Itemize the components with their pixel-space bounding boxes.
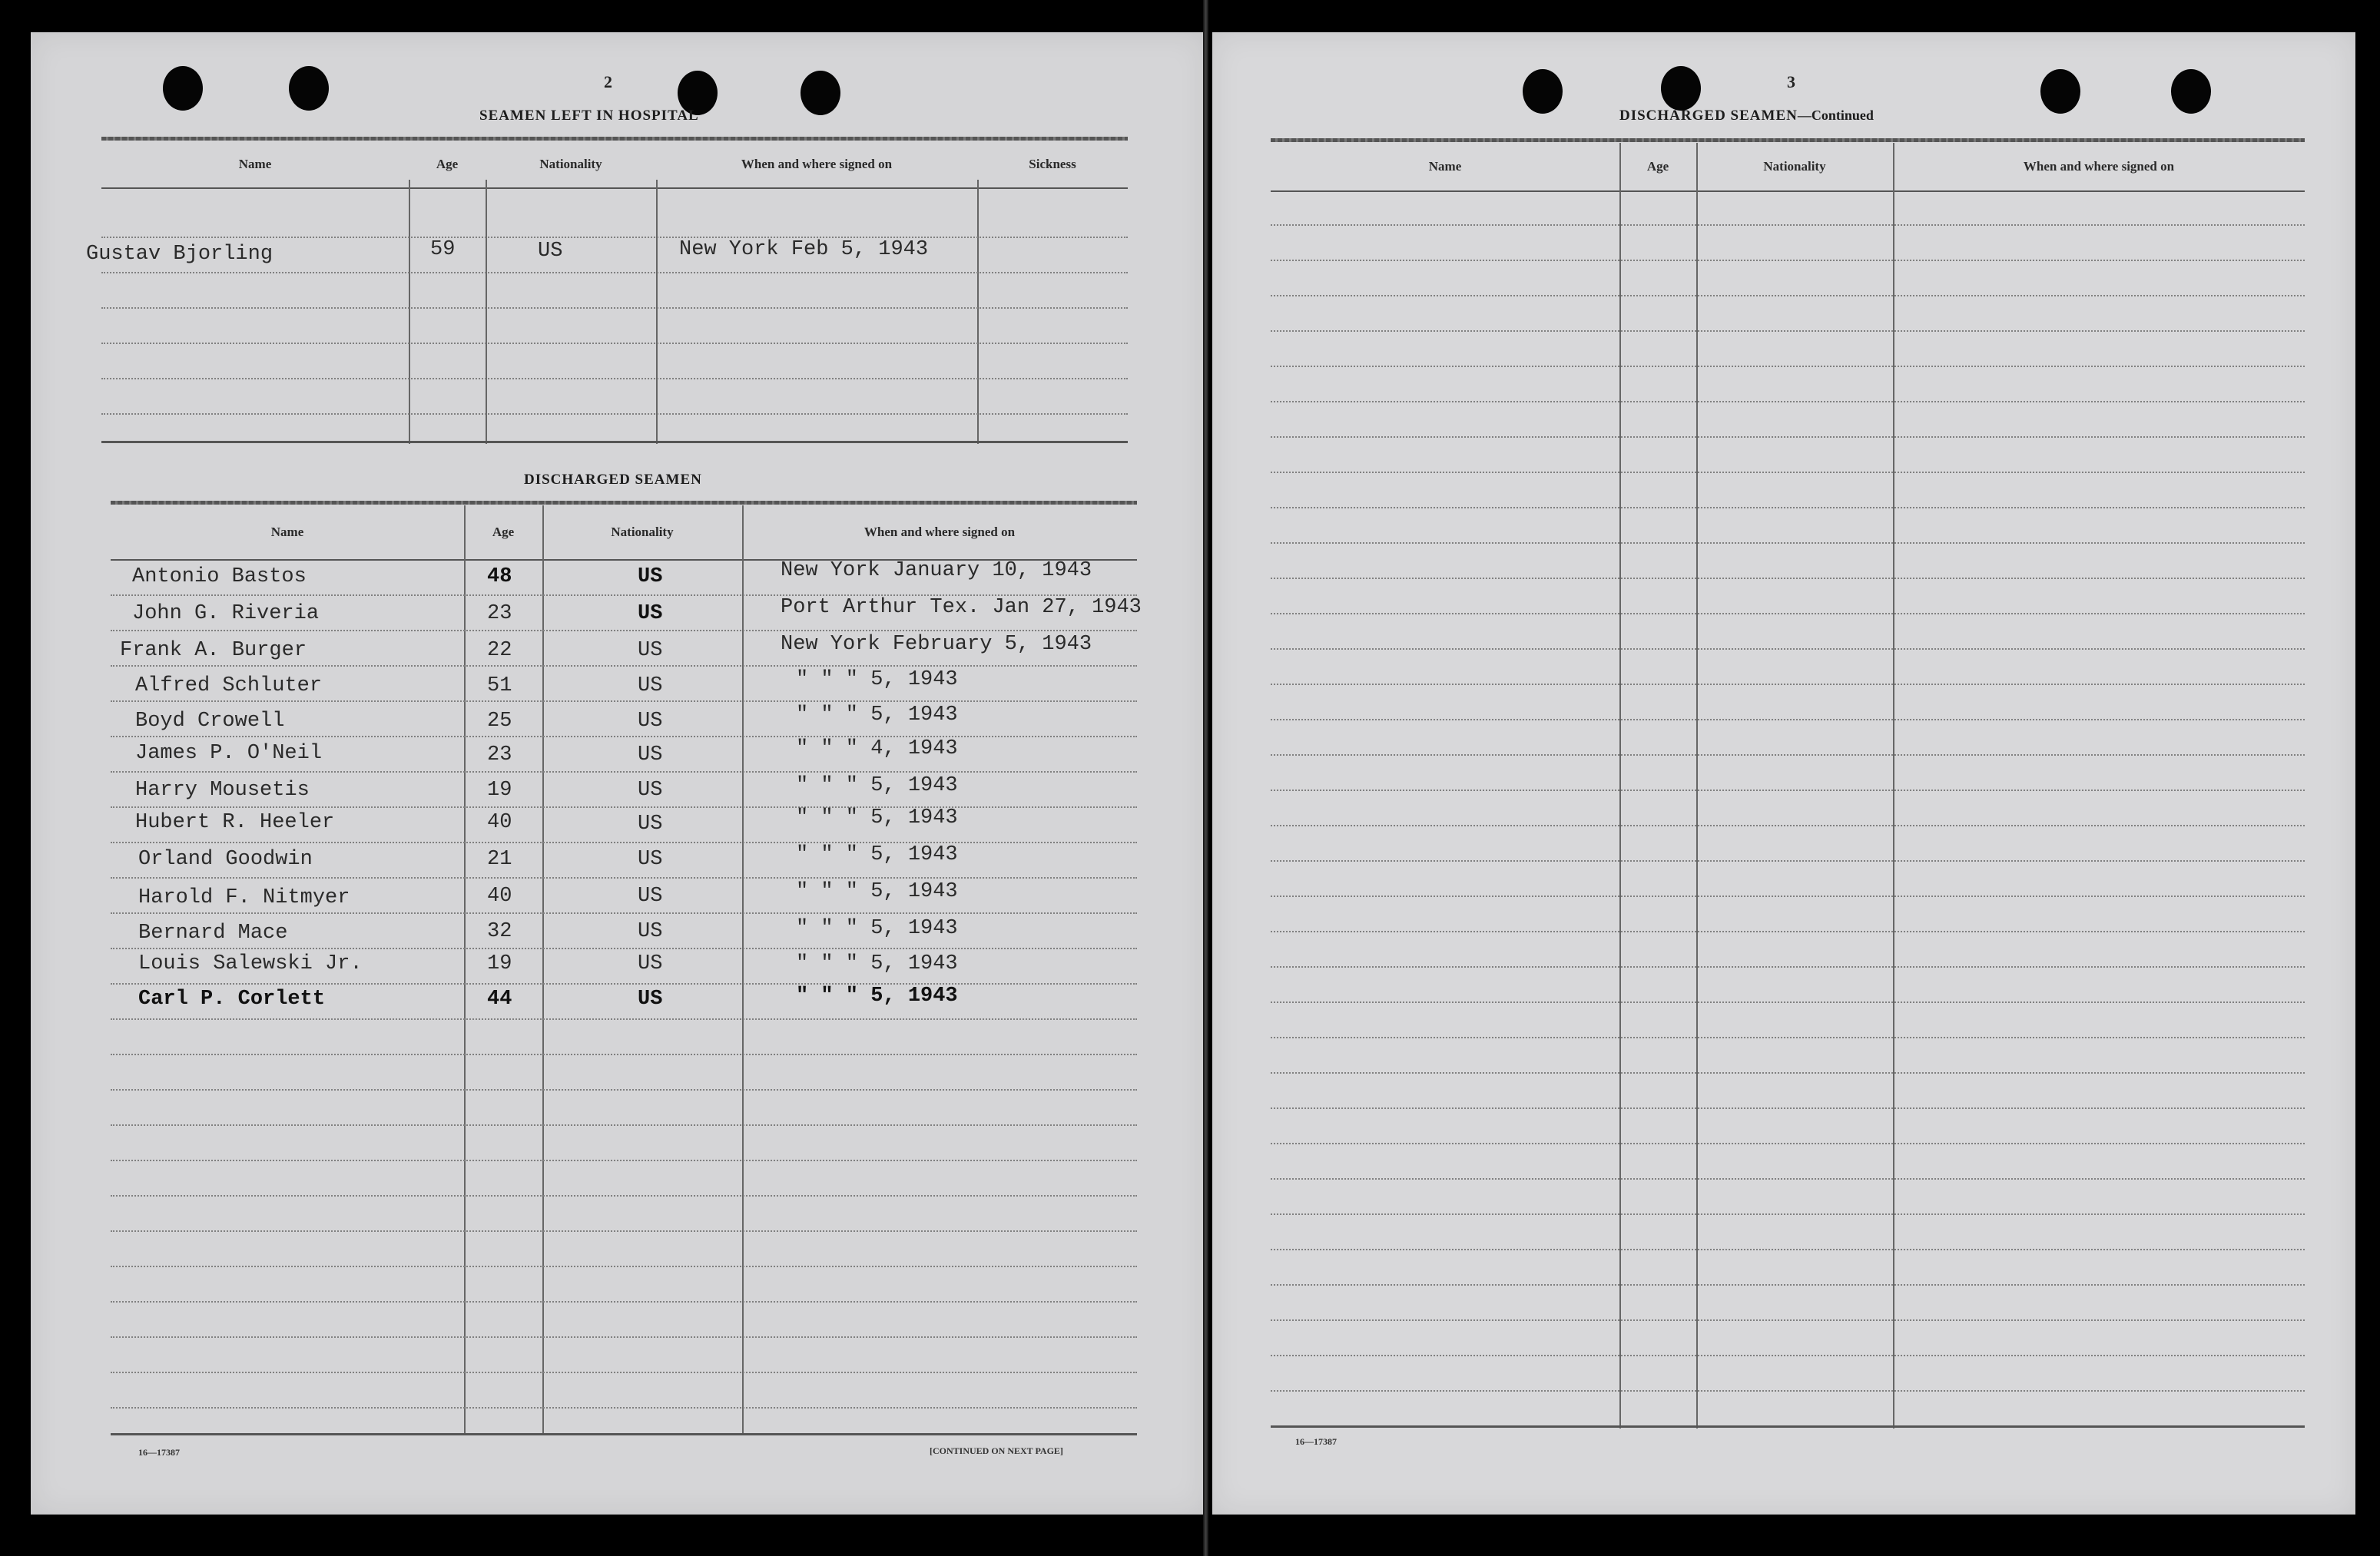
ruled-line xyxy=(1271,896,2305,897)
continued-header xyxy=(1271,143,2305,192)
ruled-line xyxy=(1271,790,2305,791)
col-signed: When and where signed on xyxy=(2023,159,2175,174)
ruled-line xyxy=(111,1089,1137,1091)
seaman-age: 23 xyxy=(487,743,512,766)
page-number: 3 xyxy=(1787,72,1795,91)
ruled-line xyxy=(1271,931,2305,932)
seaman-nationality: US xyxy=(638,813,663,836)
ruled-line xyxy=(111,1301,1137,1303)
hospital-header xyxy=(101,141,1128,189)
col-name: Name xyxy=(270,525,304,539)
col-age: Age xyxy=(436,157,459,171)
ruled-line xyxy=(1271,1143,2305,1144)
seaman-signed: " " " 4, 1943 xyxy=(796,737,958,760)
ruled-line xyxy=(1271,1072,2305,1074)
ruled-line xyxy=(1271,366,2305,367)
seaman-nationality: US xyxy=(638,565,663,588)
seaman-signed: New York February 5, 1943 xyxy=(781,633,1092,656)
hospital-title: SEAMEN LEFT IN HOSPITAL xyxy=(479,108,699,124)
seaman-name: Hubert R. Heeler xyxy=(135,811,335,834)
ruled-line xyxy=(1271,613,2305,614)
seaman-name: John G. Riveria xyxy=(132,602,320,625)
seaman-signed: New York Feb 5, 1943 xyxy=(679,238,929,261)
ruled-line xyxy=(1271,260,2305,261)
seaman-age: 22 xyxy=(487,639,512,662)
ruled-line xyxy=(111,1372,1137,1373)
ruled-line xyxy=(1271,401,2305,402)
seaman-nationality: US xyxy=(638,743,663,766)
col-nationality: Nationality xyxy=(539,157,602,171)
discharged-header xyxy=(111,505,1137,561)
seaman-name: Louis Salewski Jr. xyxy=(138,952,363,975)
ruled-line xyxy=(1271,1001,2305,1003)
title-continued: —Continued xyxy=(1797,108,1874,123)
ruled-line xyxy=(111,736,1137,737)
seaman-name: Frank A. Burger xyxy=(120,639,307,662)
seaman-name: Alfred Schluter xyxy=(135,674,323,697)
seaman-nationality: US xyxy=(638,988,663,1011)
seaman-age: 25 xyxy=(487,710,512,733)
ruled-line xyxy=(111,842,1137,843)
seaman-nationality: US xyxy=(638,674,663,697)
col-name: Name xyxy=(238,157,272,171)
ruled-line xyxy=(1271,1284,2305,1286)
ruled-line xyxy=(111,700,1137,702)
ruled-line xyxy=(1271,1249,2305,1250)
col-nationality: Nationality xyxy=(611,525,674,539)
seaman-nationality: US xyxy=(638,639,663,662)
punch-hole xyxy=(289,66,329,111)
seaman-age: 44 xyxy=(487,988,512,1011)
ruled-line xyxy=(1271,719,2305,720)
ruled-line xyxy=(111,630,1137,631)
ruled-line xyxy=(1271,436,2305,438)
seaman-age: 51 xyxy=(487,674,512,697)
ruled-line xyxy=(1271,578,2305,579)
ruled-line xyxy=(111,1054,1137,1055)
hospital-table xyxy=(86,137,1128,444)
ruled-line xyxy=(111,1018,1137,1020)
page-number: 2 xyxy=(604,72,612,91)
seaman-name: Boyd Crowell xyxy=(135,710,285,733)
ruled-line xyxy=(1271,1178,2305,1180)
punch-hole xyxy=(163,66,203,111)
seaman-name: James P. O'Neil xyxy=(135,742,323,765)
seaman-nationality: US xyxy=(638,920,663,943)
seaman-name: Antonio Bastos xyxy=(132,565,307,588)
ruled-line xyxy=(1271,1107,2305,1109)
ruled-line xyxy=(111,948,1137,949)
punch-hole xyxy=(1661,66,1701,111)
col-sickness: Sickness xyxy=(1029,157,1076,171)
seaman-signed: " " " 5, 1943 xyxy=(796,917,958,940)
ruled-line xyxy=(111,1230,1137,1232)
seaman-nationality: US xyxy=(638,885,663,908)
ruled-line xyxy=(1271,1390,2305,1392)
continued-title xyxy=(1619,108,1874,124)
ruled-line xyxy=(1271,966,2305,968)
seaman-nationality: US xyxy=(638,710,663,733)
seaman-nationality: US xyxy=(538,240,563,263)
seaman-nationality: US xyxy=(638,848,663,871)
seaman-signed: " " " 5, 1943 xyxy=(796,704,958,727)
seaman-signed: " " " 5, 1943 xyxy=(796,843,958,866)
ruled-line xyxy=(1271,1213,2305,1215)
col-signed: When and where signed on xyxy=(863,525,1016,539)
ruled-line xyxy=(111,877,1137,879)
col-signed: When and where signed on xyxy=(741,157,893,171)
seaman-age: 48 xyxy=(487,565,512,588)
ruled-line xyxy=(1271,860,2305,862)
continued-table xyxy=(1271,138,2305,1429)
punch-hole xyxy=(2171,69,2211,114)
seaman-signed: New York January 10, 1943 xyxy=(781,559,1092,582)
left-page xyxy=(31,32,1206,1515)
ruled-line xyxy=(111,1266,1137,1267)
seaman-age: 19 xyxy=(487,779,512,802)
punch-hole xyxy=(801,71,840,115)
seaman-signed: Port Arthur Tex. Jan 27, 1943 xyxy=(781,596,1142,619)
seaman-name: Harry Mousetis xyxy=(135,779,310,802)
seaman-name: Harold F. Nitmyer xyxy=(138,886,350,909)
ruled-line xyxy=(1271,330,2305,332)
seaman-age: 40 xyxy=(487,885,512,908)
ruled-line xyxy=(111,1195,1137,1197)
ruled-line xyxy=(1271,648,2305,650)
seaman-age: 23 xyxy=(487,602,512,625)
punch-hole xyxy=(1523,69,1563,114)
seaman-age: 59 xyxy=(430,238,456,261)
seaman-signed: " " " 5, 1943 xyxy=(796,985,958,1008)
seaman-name: Gustav Bjorling xyxy=(86,243,273,266)
seaman-signed: " " " 5, 1943 xyxy=(796,774,958,797)
seaman-name: Bernard Mace xyxy=(138,922,288,945)
seaman-age: 40 xyxy=(487,811,512,834)
continued-note: [CONTINUED ON NEXT PAGE] xyxy=(930,1445,1063,1456)
discharged-table xyxy=(111,501,1142,1438)
col-age: Age xyxy=(1646,159,1669,174)
seaman-name: Carl P. Corlett xyxy=(138,988,326,1011)
ruled-line xyxy=(1271,825,2305,826)
col-age: Age xyxy=(492,525,515,539)
ruled-line xyxy=(1271,224,2305,226)
seaman-signed: " " " 5, 1943 xyxy=(796,880,958,903)
ruled-line xyxy=(1271,754,2305,756)
punch-hole xyxy=(2040,69,2080,114)
ruled-line xyxy=(1271,1355,2305,1356)
ruled-line xyxy=(111,806,1137,808)
col-nationality: Nationality xyxy=(1763,159,1826,174)
ruled-line xyxy=(111,1407,1137,1409)
seaman-nationality: US xyxy=(638,602,663,625)
seaman-nationality: US xyxy=(638,779,663,802)
ruled-line xyxy=(111,983,1137,985)
ruled-line xyxy=(1271,1037,2305,1038)
ruled-line xyxy=(1271,472,2305,473)
ruled-line xyxy=(1271,684,2305,685)
ruled-line xyxy=(111,912,1137,914)
ruled-line xyxy=(111,771,1137,773)
ruled-line xyxy=(1271,295,2305,296)
seaman-name: Orland Goodwin xyxy=(138,848,313,871)
seaman-nationality: US xyxy=(638,952,663,975)
seaman-signed: " " " 5, 1943 xyxy=(796,952,958,975)
seaman-age: 21 xyxy=(487,848,512,871)
seaman-signed: " " " 5, 1943 xyxy=(796,668,958,691)
discharged-title: DISCHARGED SEAMEN xyxy=(524,472,702,488)
title-main: DISCHARGED SEAMEN xyxy=(1619,108,1798,124)
seaman-age: 19 xyxy=(487,952,512,975)
ruled-line xyxy=(111,1124,1137,1126)
ruled-line xyxy=(1271,1319,2305,1321)
seaman-signed: " " " 5, 1943 xyxy=(796,806,958,829)
col-name: Name xyxy=(1428,159,1462,174)
ruled-line xyxy=(1271,542,2305,544)
ruled-line xyxy=(111,1336,1137,1338)
ruled-line xyxy=(1271,507,2305,508)
ruled-line xyxy=(111,665,1137,667)
form-number: 16—17387 xyxy=(1295,1436,1337,1447)
ruled-line xyxy=(111,1160,1137,1161)
seaman-age: 32 xyxy=(487,920,512,943)
page-gutter xyxy=(1203,0,1208,1556)
form-number: 16—17387 xyxy=(138,1447,180,1458)
right-page xyxy=(1212,32,2355,1515)
